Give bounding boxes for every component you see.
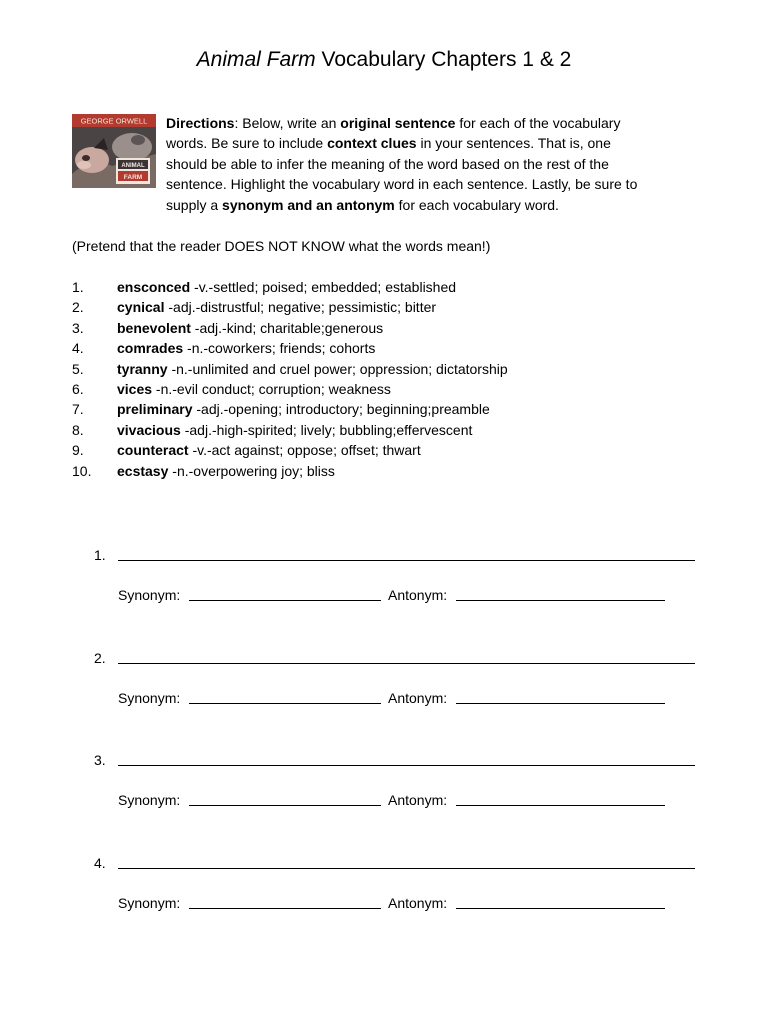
exercise-number: 1.: [94, 547, 106, 563]
vocab-number: 3.: [72, 319, 84, 336]
vocab-item: [72, 379, 692, 399]
vocab-word: counteract: [117, 442, 189, 459]
exercise-block: [0, 854, 768, 914]
title-rest: Vocabulary Chapters 1 & 2: [315, 48, 572, 71]
directions-line-3: should be able to infer the meaning of the word based on the rest of the: [166, 155, 609, 172]
vocab-number: 1.: [72, 279, 84, 295]
synonym-label: Synonym:: [118, 690, 181, 706]
vocab-definition: -adj.-opening; introductory; beginning;preamble: [192, 401, 490, 418]
vocab-item: [72, 420, 692, 440]
vocab-definition: -adj.-high-spirited; lively; bubbling;effervescent: [180, 421, 473, 438]
vocab-number: 7.: [72, 401, 84, 418]
exercise-number: 2.: [94, 650, 106, 666]
vocab-item: [72, 359, 692, 379]
synonym-label: Synonym:: [118, 895, 181, 911]
page-title: [0, 46, 768, 74]
sentence-blank[interactable]: [118, 663, 695, 664]
vocab-item: [72, 399, 692, 419]
sentence-blank[interactable]: [118, 868, 695, 869]
synonym-blank[interactable]: [189, 600, 381, 601]
antonym-blank[interactable]: [456, 805, 665, 806]
vocab-item: [72, 461, 692, 481]
vocab-number: 9.: [72, 442, 84, 459]
antonym-label: Antonym:: [388, 690, 448, 706]
synonym-label: Synonym:: [118, 587, 181, 603]
exercise-number: 3.: [94, 752, 106, 768]
vocab-definition: -n.-evil conduct; corruption; weakness: [152, 380, 391, 397]
vocab-word: preliminary: [117, 401, 193, 418]
vocab-definition: -n.-coworkers; friends; cohorts: [183, 340, 376, 357]
antonym-label: Antonym:: [388, 895, 448, 911]
exercise-block: [0, 649, 768, 709]
vocab-definition: -n.-overpowering joy; bliss: [168, 462, 335, 479]
antonym-label: Antonym:: [388, 587, 448, 603]
svg-text:ANIMAL: ANIMAL: [121, 163, 145, 169]
antonym-blank[interactable]: [456, 600, 665, 601]
vocab-number: 2.: [72, 299, 84, 316]
antonym-blank[interactable]: [456, 703, 665, 704]
directions-label: Directions: [166, 115, 235, 131]
vocab-item: [72, 277, 692, 297]
vocab-word: tyranny: [117, 360, 168, 377]
vocab-word: cynical: [117, 299, 165, 316]
vocab-word: ensconced: [117, 279, 191, 295]
synonym-label: Synonym:: [118, 792, 181, 808]
vocab-number: 6.: [72, 380, 84, 397]
vocab-number: 10.: [72, 462, 92, 479]
vocab-word: vices: [117, 380, 153, 397]
directions-line-4: sentence. Highlight the vocabulary word in each sentence. Lastly, be sure to: [166, 176, 638, 193]
pretend-note: (Pretend that the reader DOES NOT KNOW what the words mean!): [72, 238, 491, 254]
book-cover-illustration: [72, 114, 156, 188]
vocab-definition: -v.-settled; poised; embedded; established: [190, 279, 457, 295]
vocab-word: vivacious: [117, 421, 181, 438]
synonym-blank[interactable]: [189, 908, 381, 909]
vocab-number: 4.: [72, 340, 84, 357]
exercise-block: [0, 751, 768, 811]
vocab-item: [72, 318, 692, 338]
vocab-definition: -n.-unlimited and cruel power; oppression; dictatorship: [167, 360, 508, 377]
directions-line-1: Directions: Below, write an original sentence for each of the vocabulary: [166, 115, 621, 131]
antonym-blank[interactable]: [456, 908, 665, 909]
synonym-blank[interactable]: [189, 703, 381, 704]
vocab-definition: -v.-act against; oppose; offset; thwart: [188, 442, 421, 459]
vocab-item: [72, 338, 692, 358]
vocab-word: ecstasy: [117, 462, 169, 479]
vocab-word: comrades: [117, 340, 184, 357]
book-cover-image: [72, 114, 156, 188]
directions-paragraph: [166, 113, 706, 215]
vocab-number: 8.: [72, 421, 84, 438]
sentence-blank[interactable]: [118, 560, 695, 561]
synonym-blank[interactable]: [189, 805, 381, 806]
title-book-name: Animal Farm: [196, 48, 316, 71]
directions-line-2: words. Be sure to include context clues in your sentences. That is, one: [166, 135, 611, 152]
vocab-definition: -adj.-kind; charitable;generous: [190, 319, 384, 336]
exercise-number: 4.: [94, 855, 106, 871]
vocab-item: [72, 440, 692, 460]
vocab-definition: -adj.-distrustful; negative; pessimistic; bitter: [164, 299, 437, 316]
vocab-number: 5.: [72, 360, 84, 377]
directions-line-5: supply a synonym and an antonym for each vocabulary word.: [166, 196, 559, 213]
vocab-item: [72, 297, 692, 317]
svg-text:FARM: FARM: [123, 174, 143, 181]
cover-author: GEORGE ORWELL: [80, 116, 148, 126]
antonym-label: Antonym:: [388, 792, 448, 808]
sentence-blank[interactable]: [118, 765, 695, 766]
vocab-word: benevolent: [117, 319, 191, 336]
vocabulary-list: [72, 277, 692, 481]
exercise-block: [0, 546, 768, 606]
